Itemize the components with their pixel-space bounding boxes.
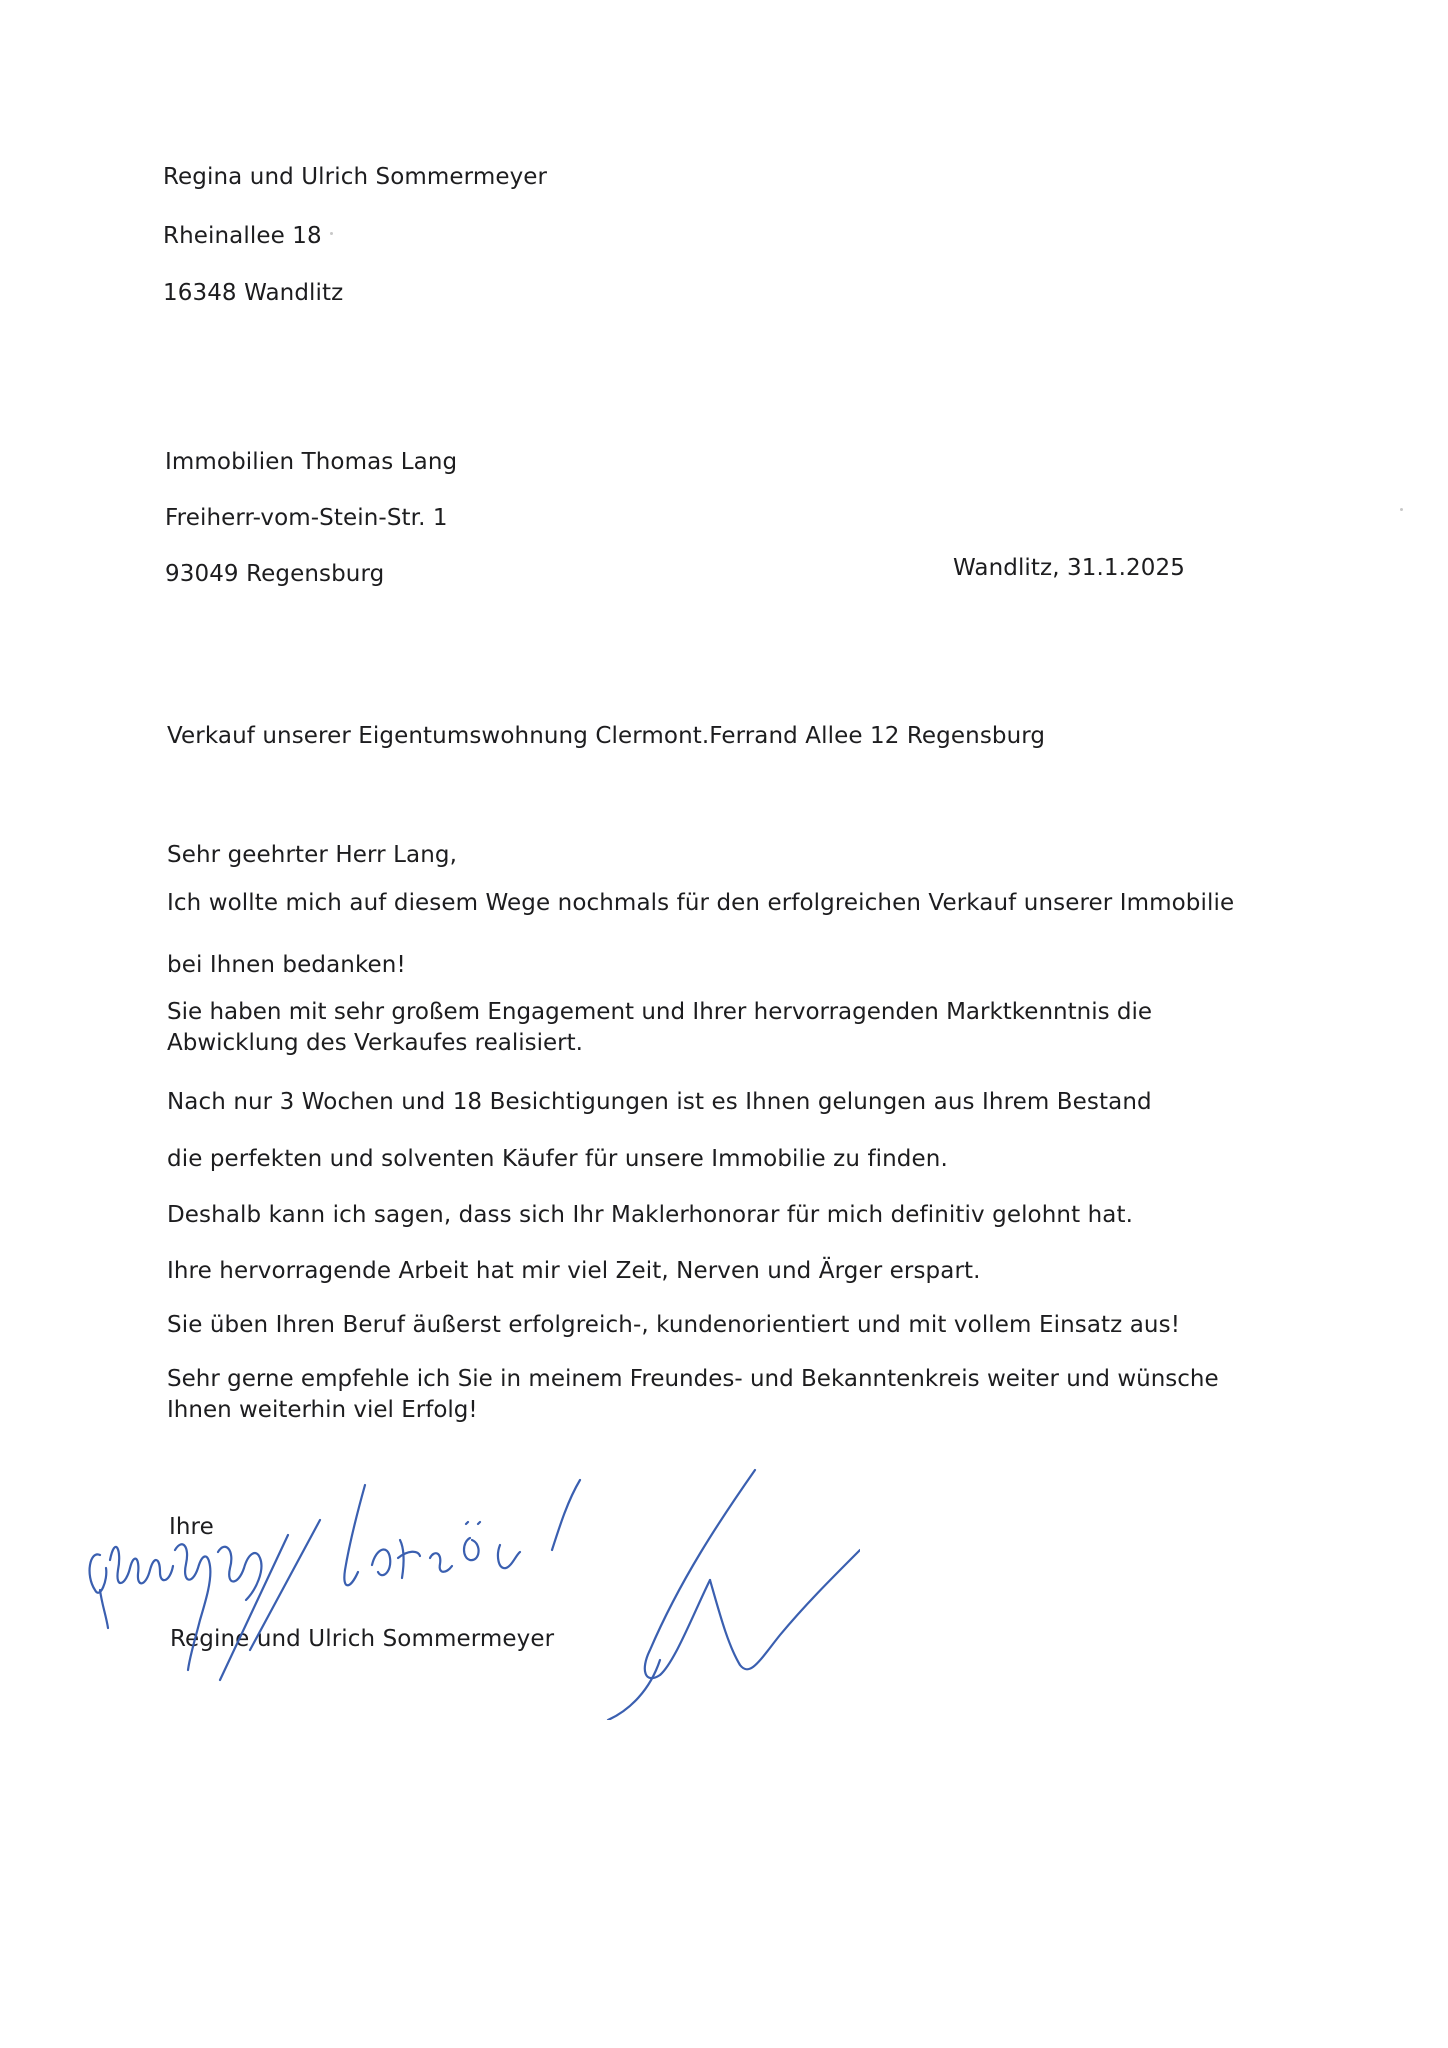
recipient-city: 93049 Regensburg [165, 561, 385, 587]
recipient-street: Freiherr-vom-Stein-Str. 1 [165, 505, 448, 531]
subject-line: Verkauf unserer Eigentumswohnung Clermont.Ferrand Allee 12 Regensburg [167, 723, 1046, 749]
body-p2-line2: Abwicklung des Verkaufes realisiert. [167, 1030, 583, 1056]
body-p5: Ihre hervorragende Arbeit hat mir viel Zeit, Nerven und Ärger erspart. [167, 1258, 981, 1284]
body-p3-line2: die perfekten und solventen Käufer für unsere Immobilie zu finden. [167, 1146, 948, 1172]
scan-speck [330, 232, 333, 235]
recipient-name: Immobilien Thomas Lang [165, 449, 458, 475]
sender-city: 16348 Wandlitz [163, 280, 344, 306]
body-p4: Deshalb kann ich sagen, dass sich Ihr Maklerhonorar für mich definitiv gelohnt hat. [167, 1202, 1134, 1228]
closing: Ihre [169, 1514, 214, 1540]
sender-name: Regina und Ulrich Sommermeyer [163, 164, 548, 190]
salutation: Sehr geehrter Herr Lang, [167, 842, 458, 868]
body-p2 [167, 997, 1152, 1059]
handwritten-signature [60, 1440, 860, 1720]
body-p7-line1: Sehr gerne empfehle ich Sie in meinem Freundes- und Bekanntenkreis weiter und wünsche [167, 1366, 1219, 1392]
body-p7-line2: Ihnen weiterhin viel Erfolg! [167, 1397, 478, 1423]
place-date: Wandlitz, 31.1.2025 [953, 555, 1185, 581]
sender-street: Rheinallee 18 [163, 223, 322, 249]
body-p7 [167, 1364, 1219, 1426]
scan-speck [1400, 508, 1403, 511]
signature-name: Regine und Ulrich Sommermeyer [170, 1626, 555, 1652]
body-p6: Sie üben Ihren Beruf äußerst erfolgreich-, kundenorientiert und mit vollem Einsatz aus! [167, 1312, 1181, 1338]
body-p1-line1: Ich wollte mich auf diesem Wege nochmals für den erfolgreichen Verkauf unserer Immobilie [167, 890, 1235, 916]
body-p1-line2: bei Ihnen bedanken! [167, 952, 406, 978]
body-p2-line1: Sie haben mit sehr großem Engagement und Ihrer hervorragenden Marktkenntnis die [167, 999, 1153, 1025]
body-p3-line1: Nach nur 3 Wochen und 18 Besichtigungen ist es Ihnen gelungen aus Ihrem Bestand [167, 1089, 1152, 1115]
